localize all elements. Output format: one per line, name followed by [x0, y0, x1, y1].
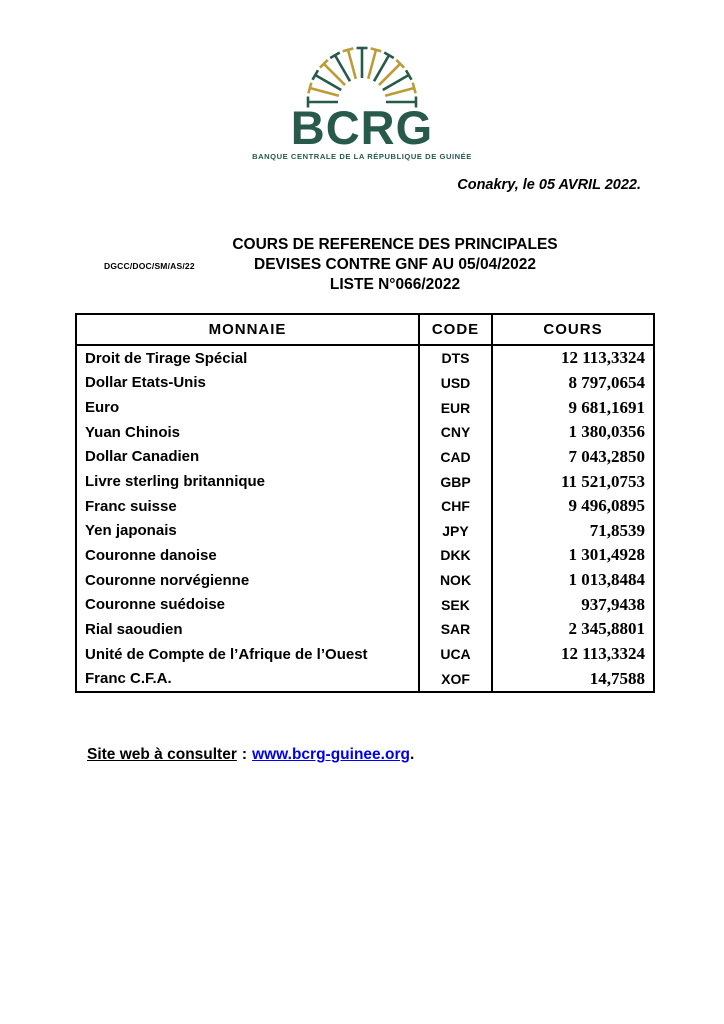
site-footer [87, 746, 414, 764]
cell-code: SAR [418, 617, 493, 642]
table-row [77, 568, 653, 593]
cell-code: USD [418, 371, 493, 396]
cell-monnaie: Livre sterling britannique [85, 473, 266, 491]
cell-monnaie: Unité de Compte de l’Afrique de l’Ouest [85, 645, 368, 663]
table-row [77, 543, 653, 568]
title-line-2: DEVISES CONTRE GNF AU 05/04/2022 [254, 256, 536, 273]
cell-cours: 9 681,1691 [568, 397, 645, 417]
site-link[interactable]: www.bcrg-guinee.org [252, 746, 410, 763]
cell-code: CHF [418, 494, 493, 519]
date-line: Conakry, le 05 AVRIL 2022. [457, 177, 641, 193]
cell-monnaie: Yen japonais [85, 522, 177, 540]
cell-cours: 12 113,3324 [560, 644, 645, 664]
cell-monnaie: Yuan Chinois [85, 423, 181, 441]
table-row [77, 494, 653, 519]
cell-code: UCA [418, 642, 493, 667]
site-link-period: . [409, 746, 415, 763]
cell-code: CNY [418, 420, 493, 445]
logo-tagline: BANQUE CENTRALE DE LA RÉPUBLIQUE DE GUINÉE [252, 151, 472, 161]
cell-monnaie: Franc C.F.A. [85, 670, 172, 688]
logo-rays-icon [296, 42, 428, 108]
cell-code: XOF [418, 666, 493, 691]
table-header-row [77, 315, 653, 346]
cell-cours: 11 521,0753 [560, 471, 645, 491]
document-title [225, 235, 565, 295]
cell-cours: 1 380,0356 [568, 422, 645, 442]
table-row [77, 371, 653, 396]
cell-cours: 937,9438 [581, 594, 645, 614]
site-label-separator: : [241, 746, 248, 763]
cell-monnaie: Droit de Tirage Spécial [85, 349, 248, 367]
cell-monnaie: Rial saoudien [85, 620, 183, 638]
table-row [77, 346, 653, 371]
title-line-3: LISTE N°066/2022 [329, 276, 461, 293]
cell-monnaie: Dollar Canadien [85, 448, 200, 466]
cell-monnaie: Dollar Etats-Unis [85, 374, 206, 392]
table-row [77, 469, 653, 494]
cell-cours: 14,7588 [589, 668, 645, 688]
cell-code: DTS [418, 346, 493, 371]
table-row [77, 420, 653, 445]
table-row [77, 395, 653, 420]
cell-cours: 8 797,0654 [568, 372, 645, 392]
bcrg-logo [0, 42, 724, 161]
cell-cours: 1 013,8484 [568, 570, 645, 590]
table-row [77, 617, 653, 642]
cell-code: JPY [418, 518, 493, 543]
cell-code: CAD [418, 445, 493, 470]
cell-cours: 71,8539 [589, 520, 645, 540]
cell-code: GBP [418, 469, 493, 494]
site-label: Site web à consulter [87, 746, 237, 763]
cell-monnaie: Couronne norvégienne [85, 571, 250, 589]
cell-monnaie: Couronne danoise [85, 546, 217, 564]
header-monnaie: MONNAIE [208, 321, 287, 338]
table-row [77, 445, 653, 470]
cell-cours: 12 113,3324 [560, 348, 645, 368]
document-reference: DGCC/DOC/SM/AS/22 [104, 261, 195, 271]
rates-table [75, 313, 655, 693]
cell-cours: 7 043,2850 [568, 446, 645, 466]
table-row [77, 666, 653, 691]
header-code: CODE [418, 315, 493, 344]
title-line-1: COURS DE REFERENCE DES PRINCIPALES [232, 236, 558, 253]
cell-cours: 2 345,8801 [568, 619, 645, 639]
table-row [77, 642, 653, 667]
header-cours: COURS [543, 321, 603, 338]
cell-cours: 1 301,4928 [568, 545, 645, 565]
cell-monnaie: Franc suisse [85, 497, 177, 515]
table-row [77, 592, 653, 617]
cell-code: NOK [418, 568, 493, 593]
cell-cours: 9 496,0895 [568, 496, 645, 516]
table-row [77, 518, 653, 543]
logo-text: BCRG [290, 101, 434, 154]
cell-monnaie: Euro [85, 399, 120, 417]
cell-code: SEK [418, 592, 493, 617]
table-body [77, 346, 653, 691]
cell-monnaie: Couronne suédoise [85, 596, 226, 614]
cell-code: DKK [418, 543, 493, 568]
cell-code: EUR [418, 395, 493, 420]
